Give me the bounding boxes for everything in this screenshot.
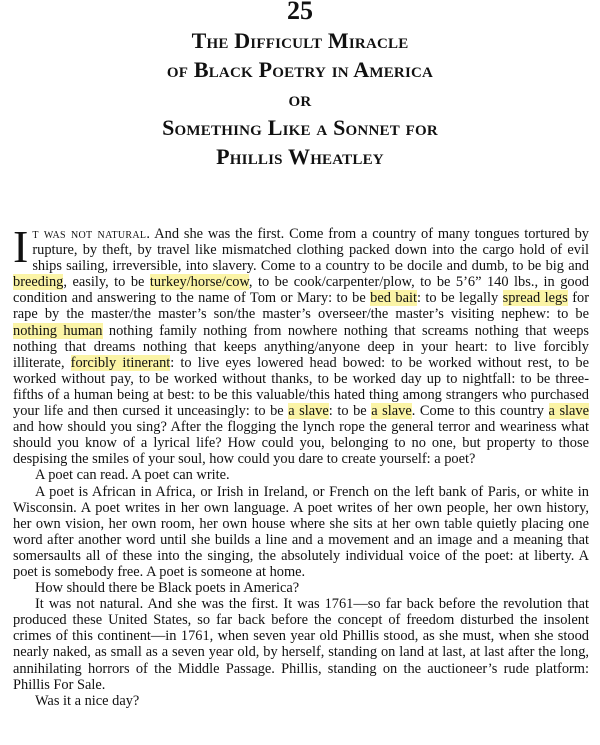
text-segment: And she was the first. Come from a country of many tongues tortured by rupture, by theft, by travel like mismatched clothing packed down into the cargo hold of evil ships sailing, irreversible, into slavery. Come to a country to be docile and dumb, to be big and xyxy=(32,226,589,275)
title-line-1: The Difficult Miracle xyxy=(191,28,409,53)
paragraph-2: A poet can read. A poet can write. xyxy=(35,467,230,484)
text-segment: for rape by the master/the master’s son/the master’s overseer/the master’s visiting nephew: to be xyxy=(13,290,589,323)
text-segment: and how should you sing? After the flogging the lynch rope the general terror and weariness what should you know of a lyrical life? How could you, belonging to no one, but property to those despising the smiles of your soul, how could you dare to create yourself: a poet? xyxy=(13,419,589,468)
paragraph-6: Was it a nice day? xyxy=(35,692,140,709)
highlight[interactable]: breeding xyxy=(13,274,64,291)
chapter-title xyxy=(0,26,600,171)
chapter-number: 25 xyxy=(287,0,313,25)
essay-body xyxy=(13,221,590,709)
paragraph-4: How should there be Black poets in America? xyxy=(35,580,300,597)
lead-in: t was not natural. xyxy=(32,226,151,242)
title-line-2: of Black Poetry in America xyxy=(166,57,434,82)
text-segment: nothing family nothing from nowhere nothing that screams nothing that weeps nothing that dreams nothing that keeps anything/anyone deep in your heart: to live forcibly illiterate, xyxy=(13,322,589,371)
paragraph-5: It was not natural. And she was the first. It was 1761—so far back before the revolution that produced these United States, so far back before the concept of freedom disturbed the insolent crimes of this continent—in 1761, when seven year old Phillis stood, as she must, when she stood nearly naked, as small as a seven year old, by herself, standing on land at last, at last after the long, annihilating horrors of the Middle Passage. Phillis, standing on the auctioneer’s rude platform: Phillis For Sale. xyxy=(13,596,589,693)
text-segment: , easily, to be xyxy=(63,274,150,291)
highlight[interactable]: a slave xyxy=(548,403,590,420)
paragraph-1 xyxy=(13,221,590,468)
highlight[interactable]: a slave xyxy=(371,403,412,420)
title-line-5: Phillis Wheatley xyxy=(216,144,384,169)
title-line-4: Something Like a Sonnet for xyxy=(162,115,438,140)
paragraph-3: A poet is African in Africa, or Irish in Ireland, or French on the left bank of Paris, or white in Wisconsin. A poet writes in her own language. A poet writes of her own people, her own history, her own vision, her own room, her own house where she sits at her own table quietly placing one word after another word until she builds a line and a movement and an image and a meaning that somersaults all of these into the singing, the absolutely individual voice of the poet: at liberty. A poet is somebody free. A poet is someone at home. xyxy=(13,483,589,580)
highlight[interactable]: nothing human xyxy=(13,322,103,339)
text-segment: : to live eyes lowered head bowed: to be worked without rest, to be worked without pay, to be worked without thanks, to be worked day up to nightfall: to be three-fifths of a human being at best: to be this valuable/this hated thing among strangers who purchased your life and then cursed it unceasingly: to be xyxy=(13,354,590,420)
highlight[interactable]: turkey/horse/cow xyxy=(149,274,249,291)
text-segment: , to be cook/carpenter/plow, to be 5’6” 140 lbs., in good condition and answering to the name of Tom or Mary: to be xyxy=(13,274,589,307)
text-segment: : to be legally xyxy=(416,290,503,307)
text-segment: : to be xyxy=(328,403,372,420)
title-line-3: or xyxy=(288,86,312,111)
highlight[interactable]: forcibly itinerant xyxy=(70,354,171,371)
drop-cap: I xyxy=(13,221,29,272)
highlight[interactable]: bed bait xyxy=(370,290,417,307)
highlight[interactable]: a slave xyxy=(288,403,329,420)
text-segment: . Come to this country xyxy=(411,403,549,420)
highlight[interactable]: spread legs xyxy=(502,290,568,307)
